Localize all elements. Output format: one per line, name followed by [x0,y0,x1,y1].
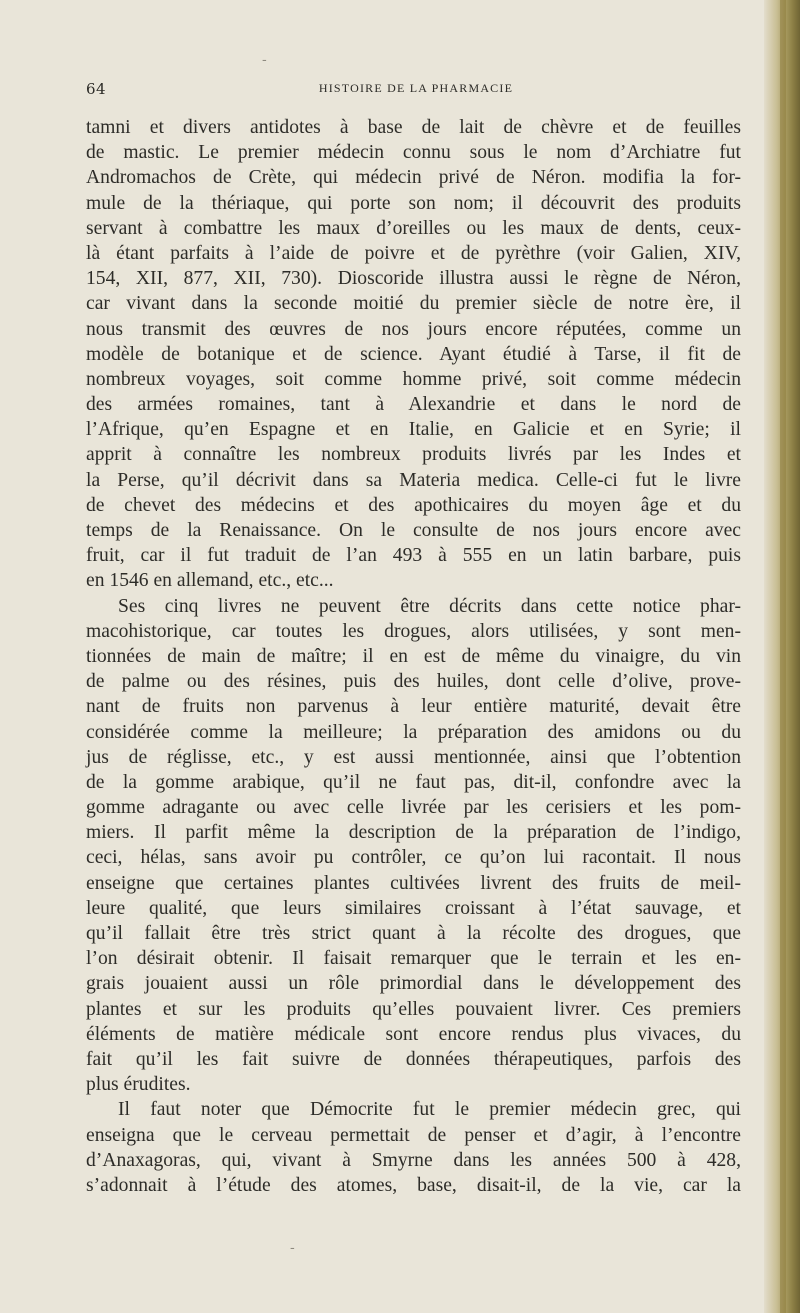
text-line: considérée comme la meilleure; la préparation des amidons ou du [86,721,741,743]
text-line: des armées romaines, tant à Alexandrie et dans le nord de [86,394,741,416]
text-line: mule de la thériaque, qui porte son nom; il découvrit des produits [86,192,741,214]
text-line: l’Afrique, qu’en Espagne et en Italie, en Galicie et en Syrie; il [86,419,741,441]
text-line: de mastic. Le premier médecin connu sous le nom d’Archiatre fut [86,142,741,164]
text-line: de palme ou des résines, puis des huiles, dont celle d’olive, prove- [86,671,741,693]
text-line: temps de la Renaissance. On le consulte de nos jours encore avec [86,520,741,541]
text-line: 154, XII, 877, XII, 730). Dioscoride illustra aussi le règne de Néron, [86,268,741,290]
text-line: macohistorique, car toutes les drogues, alors utilisées, y sont men- [86,620,741,642]
text-line: la Perse, qu’il décrivit dans sa Materia medica. Celle-ci fut le livre [86,469,741,491]
text-line: plantes et sur les produits qu’elles pouvaient livrer. Ces premiers [86,998,741,1020]
text-line: ceci, hélas, sans avoir pu contrôler, ce qu’on lui racontait. Il nous [86,847,741,869]
page-edge-strip [780,0,786,1313]
text-line: éléments de matière médicale sont encore rendus plus vivaces, du [86,1023,741,1045]
text-line: miers. Il parfit même la description de la préparation de l’indigo, [86,822,741,844]
text-line: fait qu’il les fait suivre de données thérapeutiques, parfois des [86,1048,741,1070]
text-line: jus de réglisse, etc., y est aussi mentionnée, ainsi que l’obtention [86,746,741,768]
text-line: leure qualité, que leurs similaires croissant à l’état sauvage, et [86,897,741,919]
text-line: enseigna que le cerveau permettait de penser et d’agir, à l’encontre [86,1124,741,1146]
text-line: enseigne que certaines plantes cultivées livrent des fruits de meil- [86,872,741,894]
text-line: nant de fruits non parvenus à leur entière maturité, devait être [86,696,741,718]
text-line: de la gomme arabique, qu’il ne faut pas, dit-il, confondre avec la [86,771,741,793]
text-line: tionnées de main de maître; il en est de même du vinaigre, du vin [86,645,741,667]
page-number: 64 [86,80,107,98]
running-title: HISTOIRE DE LA PHARMACIE [318,81,514,95]
text-line: apprit à connaître les nombreux produits livrés par les Indes et [86,444,741,466]
text-line: gomme adragante ou avec celle livrée par les cerisiers et les pom- [86,797,741,819]
text-line: Ses cinq livres ne peuvent être décrits dans cette notice phar- [118,595,741,617]
print-mark: - [290,1240,295,1256]
text-line: nombreux voyages, soit comme homme privé, soit comme médecin [86,368,741,390]
text-line: d’Anaxagoras, qui, vivant à Smyrne dans les années 500 à 428, [86,1149,741,1171]
print-mark: - [262,52,267,68]
text-line: tamni et divers antidotes à base de lait de chèvre et de feuilles [86,117,741,138]
body-text [86,115,741,1198]
text-line: grais jouaient aussi un rôle primordial dans le développement des [86,973,741,995]
text-line: Il faut noter que Démocrite fut le premier médecin grec, qui [118,1099,741,1121]
text-line: servant à combattre les maux d’oreilles ou les maux de dents, ceux- [86,217,741,239]
text-line: plus érudites. [86,1074,191,1096]
text-line: car vivant dans la seconde moitié du premier siècle de notre ère, il [86,293,741,315]
text-line: en 1546 en allemand, etc., etc... [86,570,334,592]
text-line: modèle de botanique et de science. Ayant étudié à Tarse, il fit de [86,343,741,365]
text-line: fruit, car il fut traduit de l’an 493 à 555 en un latin barbare, puis [86,545,741,567]
running-header [86,80,746,100]
text-line: nous transmit des œuvres de nos jours encore réputées, comme un [86,318,741,340]
text-line: Andromachos de Crète, qui médecin privé de Néron. modifia la for- [86,167,741,189]
text-line: qu’il fallait être très strict quant à la récolte des drogues, que [86,923,741,944]
text-line: de chevet des médecins et des apothicaires du moyen âge et du [86,494,741,516]
text-line: s’adonnait à l’étude des atomes, base, disait-il, de la vie, car la [86,1174,741,1196]
text-line: l’on désirait obtenir. Il faisait remarquer que le terrain et les en- [86,948,741,970]
text-line: là étant parfaits à l’aide de poivre et de pyrèthre (voir Galien, XIV, [86,242,741,264]
